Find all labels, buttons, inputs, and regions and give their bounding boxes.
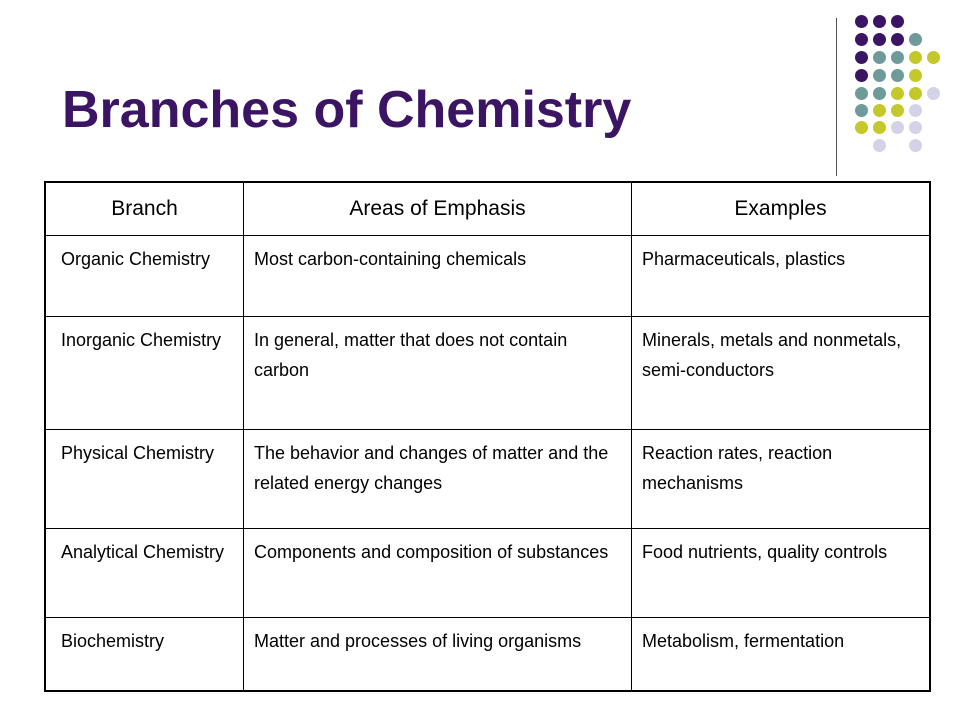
column-header-examples: Examples (632, 182, 931, 236)
decorative-dot (927, 87, 940, 100)
decorative-dot (909, 104, 922, 117)
decorative-dot (927, 51, 940, 64)
decorative-dot (909, 121, 922, 134)
decorative-dot (909, 69, 922, 82)
decorative-dot (873, 51, 886, 64)
decorative-dot (891, 51, 904, 64)
decorative-dot (909, 139, 922, 152)
table-row (45, 236, 930, 317)
column-header-areas-of-emphasis: Areas of Emphasis (244, 182, 632, 236)
branch-cell: Physical Chemistry (45, 430, 244, 529)
decorative-dot (891, 69, 904, 82)
decorative-dot (873, 121, 886, 134)
decorative-dot (909, 33, 922, 46)
examples-cell: Metabolism, fermentation (632, 618, 931, 692)
emphasis-cell: Components and composition of substances (244, 529, 632, 618)
decorative-dot (855, 121, 868, 134)
decorative-dot (855, 104, 868, 117)
decorative-dot (855, 69, 868, 82)
table-header-row (45, 182, 930, 236)
examples-cell: Food nutrients, quality controls (632, 529, 931, 618)
decorative-dot (873, 69, 886, 82)
decorative-dot (855, 87, 868, 100)
decorative-dot (909, 51, 922, 64)
table-row (45, 618, 930, 692)
emphasis-cell: The behavior and changes of matter and the related energy changes (244, 430, 632, 529)
branches-table (44, 181, 931, 692)
decorative-dot (855, 33, 868, 46)
decorative-dot (891, 87, 904, 100)
decorative-dot (891, 104, 904, 117)
slide-title: Branches of Chemistry (62, 81, 632, 139)
decorative-divider (836, 18, 837, 176)
branch-cell: Inorganic Chemistry (45, 317, 244, 430)
decorative-dot (873, 87, 886, 100)
decorative-dot (855, 51, 868, 64)
decorative-dot (873, 104, 886, 117)
decorative-dot (891, 15, 904, 28)
examples-cell: Reaction rates, reaction mechanisms (632, 430, 931, 529)
branch-cell: Organic Chemistry (45, 236, 244, 317)
table-row (45, 430, 930, 529)
decorative-dot (855, 15, 868, 28)
decorative-dot (909, 87, 922, 100)
examples-cell: Minerals, metals and nonmetals, semi-conductors (632, 317, 931, 430)
decorative-dot (873, 15, 886, 28)
table-row (45, 529, 930, 618)
table-row (45, 317, 930, 430)
emphasis-cell: Most carbon-containing chemicals (244, 236, 632, 317)
column-header-branch: Branch (45, 182, 244, 236)
branch-cell: Analytical Chemistry (45, 529, 244, 618)
decorative-dot (873, 33, 886, 46)
examples-cell: Pharmaceuticals, plastics (632, 236, 931, 317)
decorative-dot (891, 121, 904, 134)
branch-cell: Biochemistry (45, 618, 244, 692)
emphasis-cell: In general, matter that does not contain carbon (244, 317, 632, 430)
decorative-dot (873, 139, 886, 152)
decorative-dot (891, 33, 904, 46)
emphasis-cell: Matter and processes of living organisms (244, 618, 632, 692)
